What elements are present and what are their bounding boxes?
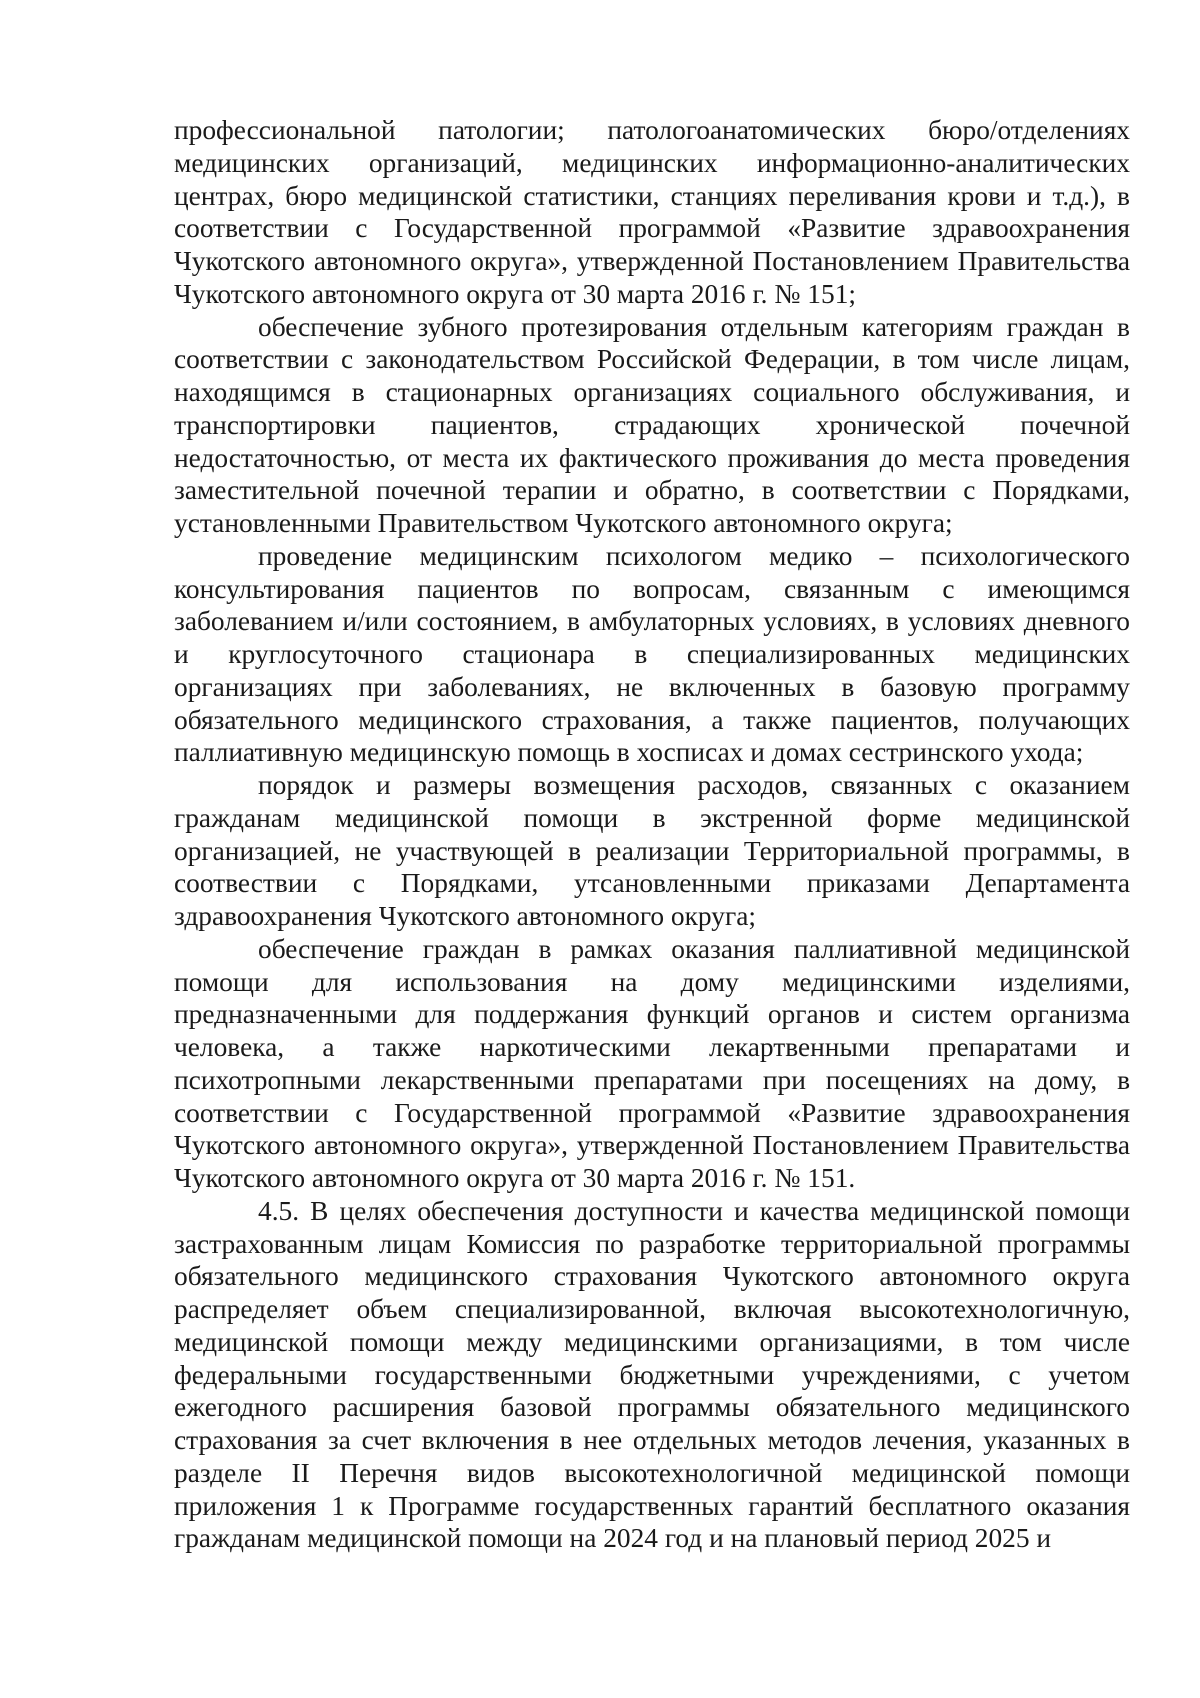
- paragraph-section-4-5: 4.5. В целях обеспечения доступности и качества медицинской помощи застрахованным лицам Комиссия по разработке территориальной программы обязательного медицинского страхования Чукотского автономного округа распределяет объем специализированной, включая высокотехнологичную, медицинской помощи между медицинскими организациями, в том числе федеральными государственными бюджетными учреждениями, с учетом ежегодного расширения базовой программы обязательного медицинского страхования за счет включения в нее отдельных методов лечения, указанных в разделе II Перечня видов высокотехнологичной медицинской помощи приложения 1 к Программе государственных гарантий бесплатного оказания гражданам медицинской помощи на 2024 год и на плановый период 2025 и: [174, 1195, 1130, 1554]
- paragraph-psychologist-consulting: проведение медицинским психологом медико – психологического консультирования пациентов по вопросам, связанным с имеющимся заболеванием и/или состоянием, в амбулаторных условиях, в условиях дневного и круглосуточного стационара в специализированных медицинских организациях при заболеваниях, не включенных в базовую программу обязательного медицинского страхования, а также пациентов, получающих паллиативную медицинскую помощь в хосписах и домах сестринского ухода;: [174, 540, 1130, 768]
- document-page: [174, 114, 1130, 1555]
- paragraph-palliative-care: обеспечение граждан в рамках оказания паллиативной медицинской помощи для использования на дому медицинскими изделиями, предназначенными для поддержания функций органов и систем организма человека, а также наркотическими лекартвенными препаратами и психотропными лекарственными препаратами при посещениях на дому, в соответствии с Государственной программой «Развитие здравоохранения Чукотского автономного округа», утвержденной Постановлением Правительства Чукотского автономного округа от 30 марта 2016 г. № 151.: [174, 933, 1130, 1193]
- paragraph-continuation: профессиональной патологии; патологоанатомических бюро/отделениях медицинских организаций, медицинских информационно-аналитических центрах, бюро медицинской статистики, станциях переливания крови и т.д.), в соответствии с Государственной программой «Развитие здравоохранения Чукотского автономного округа», утвержденной Постановлением Правительства Чукотского автономного округа от 30 марта 2016 г. № 151;: [174, 115, 1130, 309]
- paragraph-dental-prosthetics: обеспечение зубного протезирования отдельным категориям граждан в соответствии с законодательством Российской Федерации, в том числе лицам, находящимся в стационарных организациях социального обслуживания, и транспортировки пациентов, страдающих хронической почечной недостаточностью, от места их фактического проживания до места проведения заместительной почечной терапии и обратно, в соответствии с Порядками, установленными Правительством Чукотского автономного округа;: [174, 311, 1130, 538]
- paragraph-expense-reimbursement: порядок и размеры возмещения расходов, связанных с оказанием гражданам медицинской помощи в экстренной форме медицинской организацией, не участвующей в реализации Территориальной программы, в соотвествии с Порядками, утсановленными приказами Департамента здравоохранения Чукотского автономного округа;: [174, 770, 1130, 931]
